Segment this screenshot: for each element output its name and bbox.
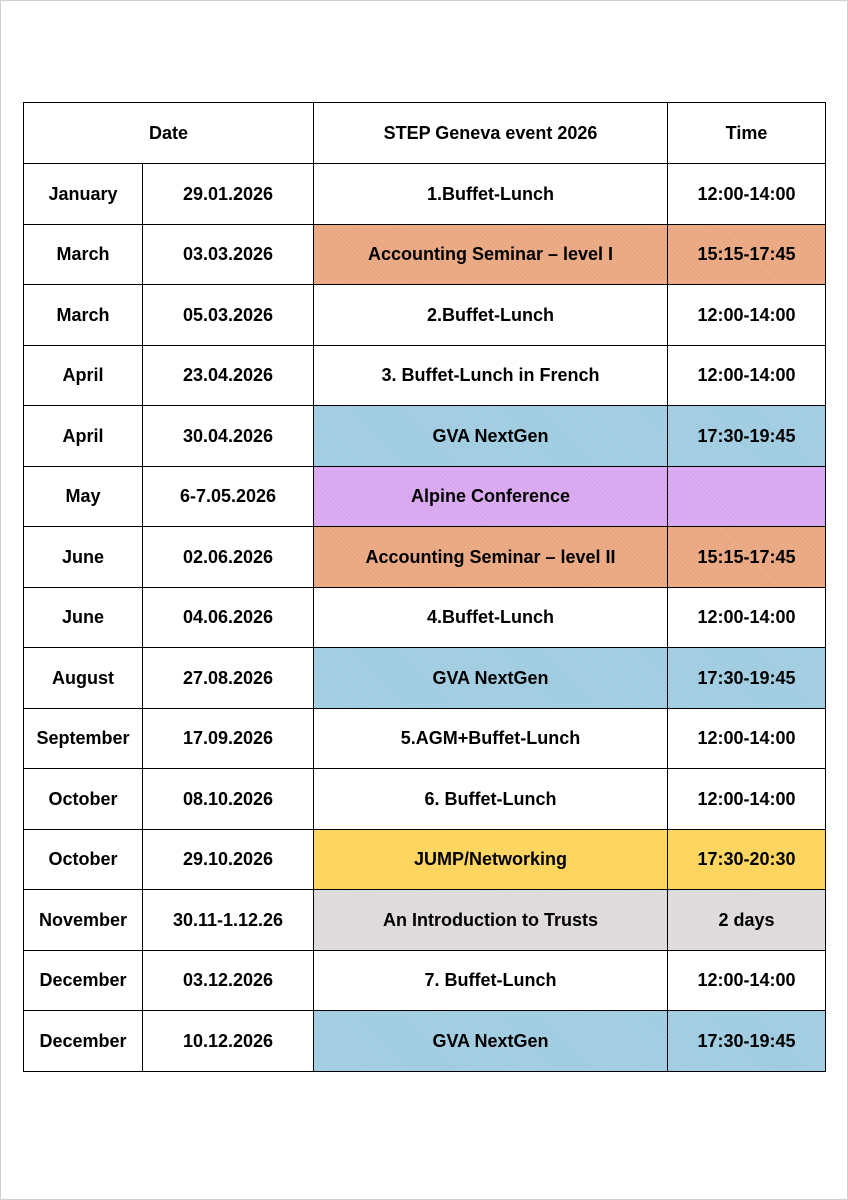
event-cell: Alpine Conference bbox=[314, 466, 668, 527]
table-row bbox=[24, 1011, 826, 1072]
month-cell: April bbox=[24, 406, 143, 467]
event-cell: Accounting Seminar – level II bbox=[314, 527, 668, 588]
date-cell: 29.01.2026 bbox=[143, 164, 314, 225]
time-cell: 15:15-17:45 bbox=[668, 224, 826, 285]
month-cell: December bbox=[24, 1011, 143, 1072]
table-row bbox=[24, 648, 826, 709]
time-cell: 12:00-14:00 bbox=[668, 769, 826, 830]
date-cell: 30.04.2026 bbox=[143, 406, 314, 467]
time-cell: 12:00-14:00 bbox=[668, 950, 826, 1011]
time-cell: 17:30-19:45 bbox=[668, 406, 826, 467]
month-cell: June bbox=[24, 527, 143, 588]
date-cell: 02.06.2026 bbox=[143, 527, 314, 588]
table-header-row bbox=[24, 103, 826, 164]
date-cell: 03.12.2026 bbox=[143, 950, 314, 1011]
date-cell: 27.08.2026 bbox=[143, 648, 314, 709]
time-cell: 12:00-14:00 bbox=[668, 587, 826, 648]
time-cell: 17:30-19:45 bbox=[668, 1011, 826, 1072]
date-cell: 05.03.2026 bbox=[143, 285, 314, 346]
header-event: STEP Geneva event 2026 bbox=[314, 103, 668, 164]
date-cell: 04.06.2026 bbox=[143, 587, 314, 648]
date-cell: 10.12.2026 bbox=[143, 1011, 314, 1072]
event-cell: 7. Buffet-Lunch bbox=[314, 950, 668, 1011]
event-cell: GVA NextGen bbox=[314, 1011, 668, 1072]
event-cell: 1.Buffet-Lunch bbox=[314, 164, 668, 225]
table-row bbox=[24, 829, 826, 890]
table-row bbox=[24, 164, 826, 225]
event-cell: 4.Buffet-Lunch bbox=[314, 587, 668, 648]
date-cell: 23.04.2026 bbox=[143, 345, 314, 406]
table-row bbox=[24, 466, 826, 527]
month-cell: December bbox=[24, 950, 143, 1011]
time-cell: 12:00-14:00 bbox=[668, 164, 826, 225]
date-cell: 6-7.05.2026 bbox=[143, 466, 314, 527]
table-row bbox=[24, 285, 826, 346]
table-row bbox=[24, 587, 826, 648]
header-time: Time bbox=[668, 103, 826, 164]
event-cell: Accounting Seminar – level I bbox=[314, 224, 668, 285]
table-row bbox=[24, 890, 826, 951]
date-cell: 29.10.2026 bbox=[143, 829, 314, 890]
month-cell: September bbox=[24, 708, 143, 769]
header-date: Date bbox=[24, 103, 314, 164]
table-row bbox=[24, 950, 826, 1011]
time-cell: 12:00-14:00 bbox=[668, 345, 826, 406]
date-cell: 30.11-1.12.26 bbox=[143, 890, 314, 951]
date-cell: 08.10.2026 bbox=[143, 769, 314, 830]
time-cell bbox=[668, 466, 826, 527]
event-cell: 2.Buffet-Lunch bbox=[314, 285, 668, 346]
month-cell: May bbox=[24, 466, 143, 527]
table-row bbox=[24, 708, 826, 769]
month-cell: April bbox=[24, 345, 143, 406]
month-cell: March bbox=[24, 224, 143, 285]
month-cell: August bbox=[24, 648, 143, 709]
month-cell: March bbox=[24, 285, 143, 346]
date-cell: 17.09.2026 bbox=[143, 708, 314, 769]
event-cell: JUMP/Networking bbox=[314, 829, 668, 890]
event-cell: 6. Buffet-Lunch bbox=[314, 769, 668, 830]
event-cell: 5.AGM+Buffet-Lunch bbox=[314, 708, 668, 769]
table-row bbox=[24, 769, 826, 830]
time-cell: 12:00-14:00 bbox=[668, 285, 826, 346]
month-cell: November bbox=[24, 890, 143, 951]
table-row bbox=[24, 527, 826, 588]
time-cell: 17:30-20:30 bbox=[668, 829, 826, 890]
month-cell: January bbox=[24, 164, 143, 225]
date-cell: 03.03.2026 bbox=[143, 224, 314, 285]
time-cell: 17:30-19:45 bbox=[668, 648, 826, 709]
month-cell: October bbox=[24, 829, 143, 890]
table-row bbox=[24, 345, 826, 406]
event-cell: GVA NextGen bbox=[314, 406, 668, 467]
table-row bbox=[24, 406, 826, 467]
event-cell: GVA NextGen bbox=[314, 648, 668, 709]
time-cell: 15:15-17:45 bbox=[668, 527, 826, 588]
time-cell: 12:00-14:00 bbox=[668, 708, 826, 769]
event-cell: 3. Buffet-Lunch in French bbox=[314, 345, 668, 406]
table-row bbox=[24, 224, 826, 285]
time-cell: 2 days bbox=[668, 890, 826, 951]
events-schedule-table bbox=[23, 102, 826, 1072]
event-cell: An Introduction to Trusts bbox=[314, 890, 668, 951]
month-cell: June bbox=[24, 587, 143, 648]
month-cell: October bbox=[24, 769, 143, 830]
